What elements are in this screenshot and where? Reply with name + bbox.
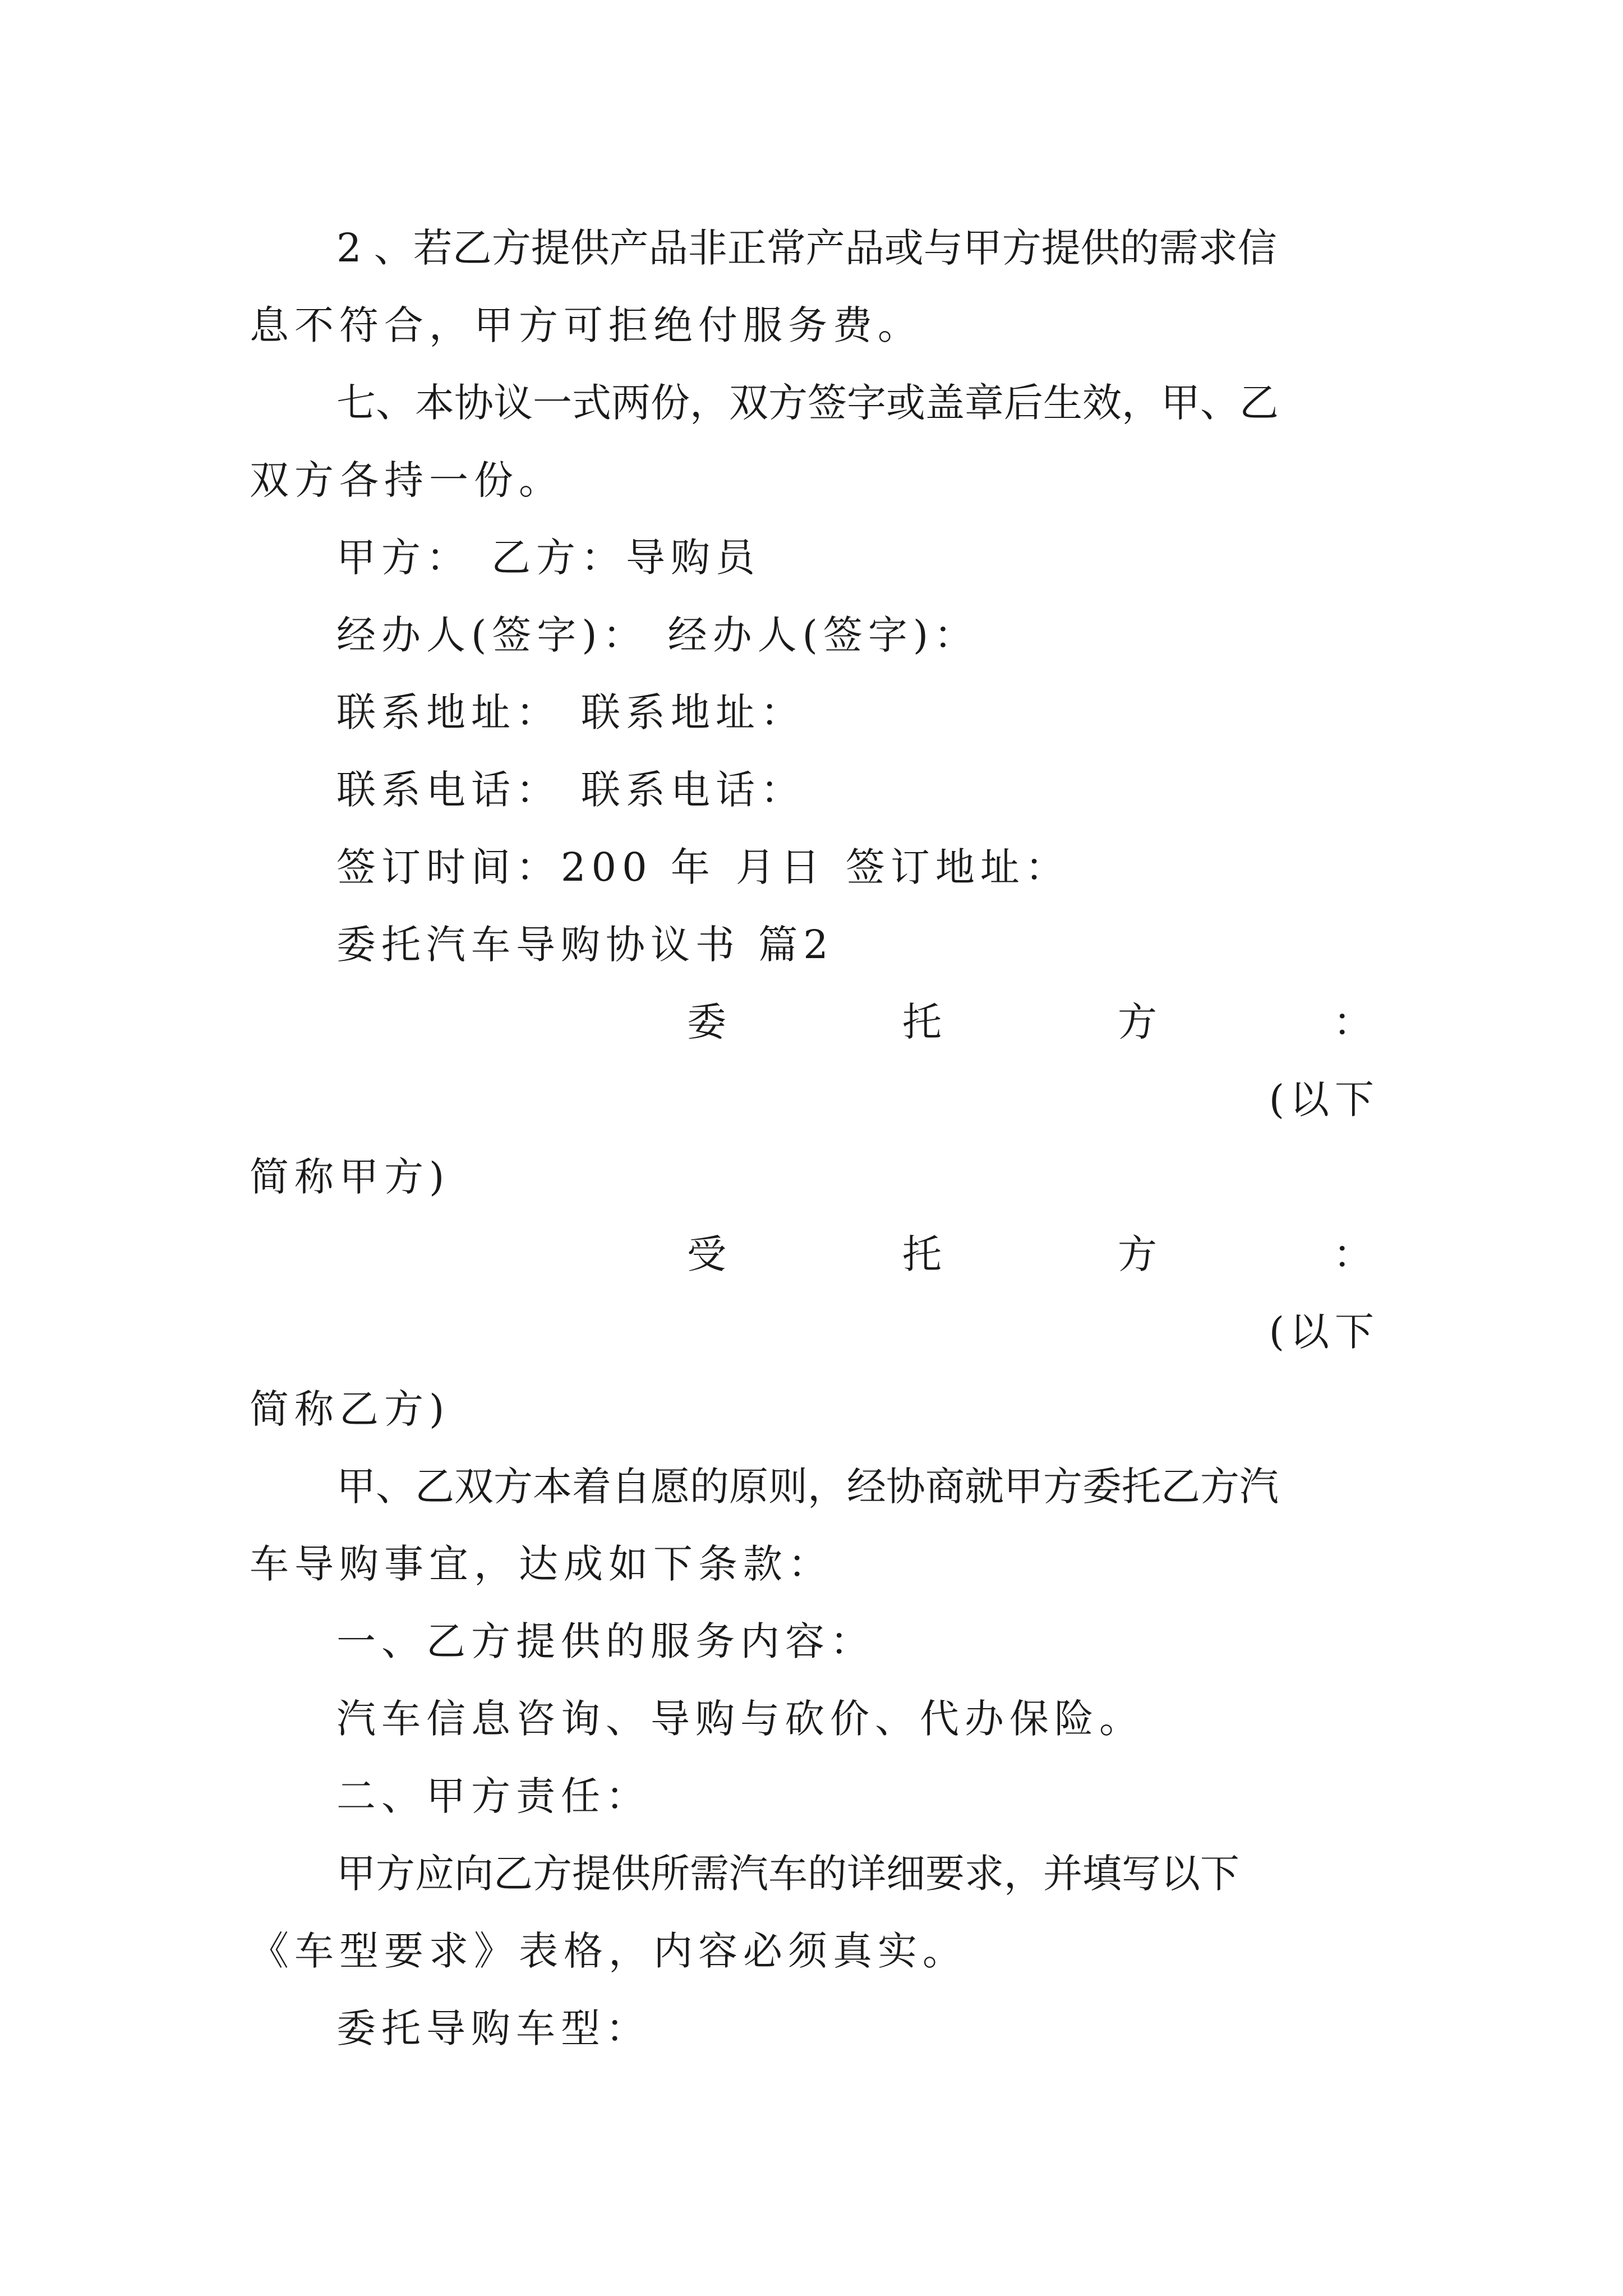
item-1-heading: 一、乙方提供的服务内容： [336,1618,875,1664]
party-a-label: 甲方： [336,535,471,581]
agent-char-1: 受 [687,1231,726,1277]
agent-char-2: 托 [902,1231,942,1277]
phone-b-label: 联系电话： [581,767,805,813]
clause-7-line2: 双方各持一份。 [250,457,564,503]
party-b-label: 乙方：导购员 [491,535,760,581]
agent-b-label: 经办人(签字)： [667,612,979,658]
signature-parties [336,530,1380,586]
item-2-line2: 《车型要求》表格，内容必须真实。 [250,1928,967,1974]
principal-row [687,994,1372,1050]
principal-note: (以下 [1269,1076,1380,1122]
address-b-label: 联系地址： [581,689,805,735]
address-a-label: 联系地址： [336,689,561,735]
agent-colon: ： [1333,1231,1372,1277]
model-label: 委托导购车型： [336,2005,651,2051]
signature-addresses [336,684,1380,740]
signature-phones [336,762,1380,818]
clause-6-2-text1: 2 、若乙方提供产品非正常产品或与甲方提供的需求信 [336,225,1277,271]
sign-time-label: 签订时间：200 年 [336,844,716,890]
signature-time-place [336,839,1380,895]
preamble-line2: 车导购事宜，达成如下条款： [250,1541,833,1587]
preamble-line1 [336,1458,1380,1515]
sign-date-label: 月日 [735,844,826,890]
item-2-line1 [336,1846,1380,1902]
item-1-content: 汽车信息咨询、导购与砍价、代办保险。 [336,1696,1144,1742]
section-2-title: 委托汽车导购协议书 篇2 [336,922,834,968]
principal-char-2: 托 [902,999,942,1045]
signature-agents [336,607,1380,663]
clause-7-text1: 七、本协议一式两份，双方签字或盖章后生效，甲、乙 [336,380,1279,426]
agent-note: (以下 [1269,1309,1380,1355]
sign-place-label: 签订地址： [845,844,1070,890]
agent-a-label: 经办人(签字)： [336,612,648,658]
principal-colon: ： [1333,999,1372,1045]
principal-note-cont: 简称甲方) [250,1154,450,1200]
phone-a-label: 联系电话： [336,767,561,813]
item-2-text1: 甲方应向乙方提供所需汽车的详细要求，并填写以下 [336,1851,1239,1897]
preamble-text1: 甲、乙双方本着自愿的原则，经协商就甲方委托乙方汽 [336,1464,1279,1510]
clause-6-2-line2: 息不符合，甲方可拒绝付服务费。 [250,302,923,348]
agent-note-cont: 简称乙方) [250,1386,450,1432]
agent-char-3: 方 [1118,1231,1157,1277]
item-2-heading: 二、甲方责任： [336,1773,651,1819]
clause-6-2-line1 [336,220,1380,276]
clause-7-line1 [336,375,1380,431]
agent-row [687,1226,1372,1282]
principal-char-1: 委 [687,999,726,1045]
principal-char-3: 方 [1118,999,1157,1045]
